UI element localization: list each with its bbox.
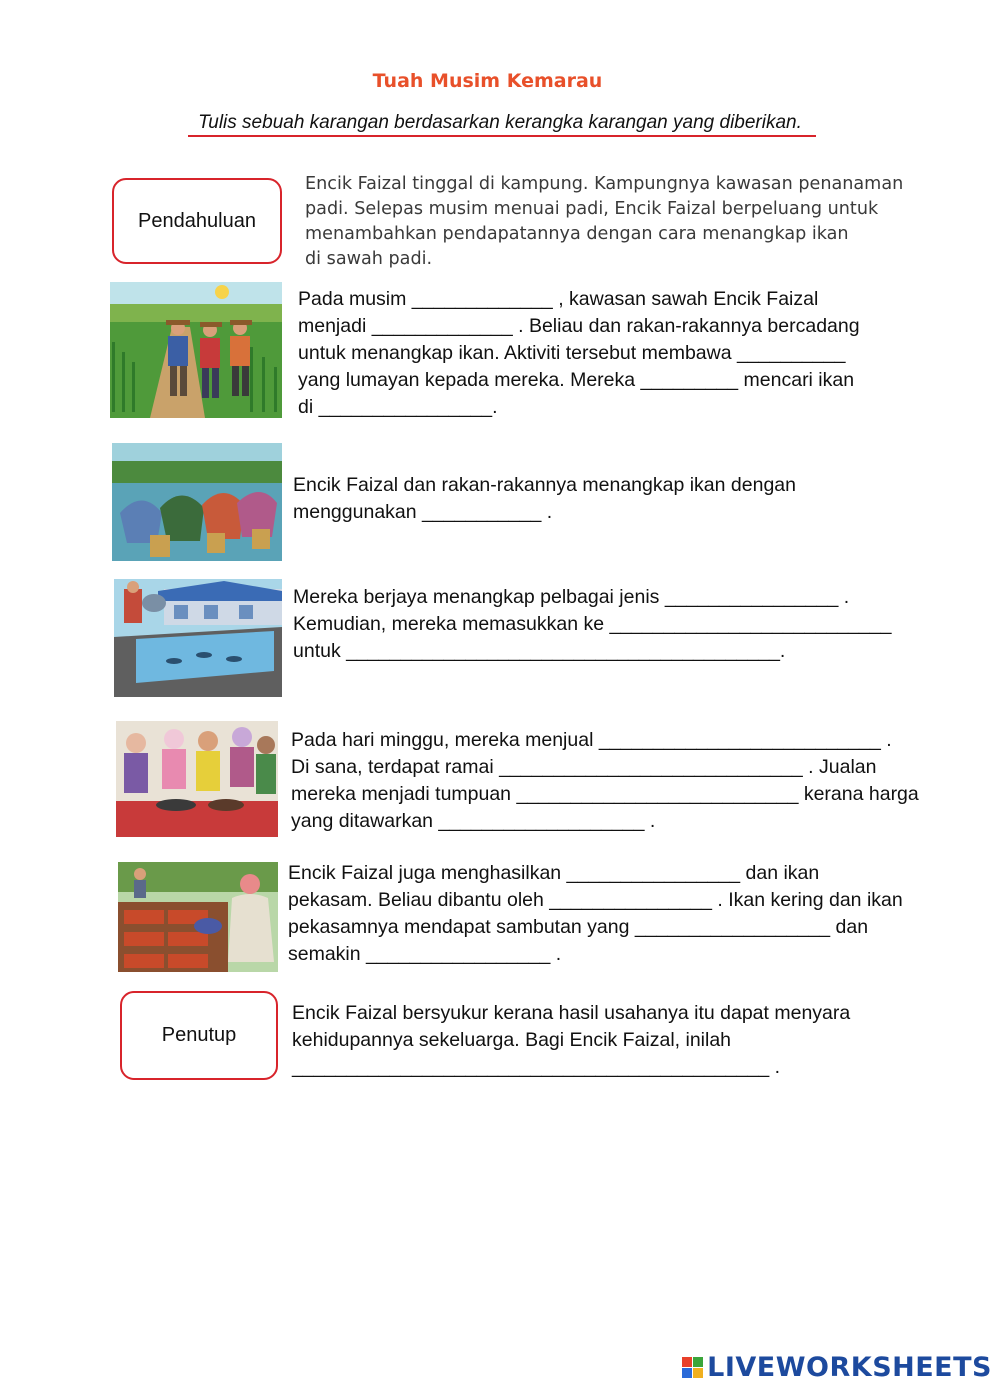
liveworksheets-logo <box>682 1352 992 1383</box>
market-selling-illustration <box>116 721 278 837</box>
farmers-walking-illustration <box>110 282 282 418</box>
logo-cubes-icon <box>682 1357 703 1378</box>
logo-text: LIVEWORKSHEETS <box>707 1352 992 1383</box>
drying-fish-illustration <box>118 862 278 972</box>
section-5-paragraph: Encik Faizal juga menghasilkan ________________ dan ikan pekasam. Beliau dibantu oleh _______________ . Ikan kering dan ikan pekasamnya mendapat sambutan yang __________________ dan semakin _________________ . <box>288 862 903 965</box>
sun-icon <box>215 285 229 299</box>
instruction-text: Tulis sebuah karangan berdasarkan kerangka karangan yang diberikan. <box>198 112 802 133</box>
intro-label-box <box>112 178 282 264</box>
catching-fish-illustration <box>112 443 282 561</box>
title-underline <box>188 135 816 137</box>
intro-label: Pendahuluan <box>138 209 256 232</box>
section-3-paragraph: Mereka berjaya menangkap pelbagai jenis ________________ . Kemudian, mereka memasukkan ke __________________________ untuk ________________________________________. <box>293 586 892 662</box>
section-1-paragraph: Pada musim _____________ , kawasan sawah Encik Faizal menjadi _____________ . Beliau dan rakan-rakannya bercadang untuk menangkap ikan. Aktiviti tersebut membawa __________ yang lumayan kepada mereka. Mereka _________ mencari ikan di ________________. <box>298 288 860 418</box>
worksheet-title: Tuah Musim Kemarau <box>372 70 603 92</box>
fish-tank-illustration <box>114 579 282 697</box>
section-4-paragraph: Pada hari minggu, mereka menjual __________________________ . Di sana, terdapat ramai ____________________________ . Jualan mereka menjadi tumpuan __________________________ kerana harga yang ditawarkan ___________________ . <box>291 729 919 832</box>
closing-label-box <box>120 991 278 1080</box>
section-2-paragraph: Encik Faizal dan rakan-rakannya menangkap ikan dengan menggunakan ___________ . <box>293 474 796 523</box>
closing-label: Penutup <box>161 1024 237 1046</box>
intro-paragraph: Encik Faizal tinggal di kampung. Kampungnya kawasan penanaman padi. Selepas musim menuai padi, Encik Faizal berpeluang untuk menambahkan pendapatannya dengan cara menangkap ikan di sawah padi. <box>305 174 904 269</box>
closing-paragraph: Encik Faizal bersyukur kerana hasil usahanya itu dapat menyara kehidupannya sekeluarga. Bagi Encik Faizal, inilah ____________________________________________ . <box>292 1002 851 1078</box>
